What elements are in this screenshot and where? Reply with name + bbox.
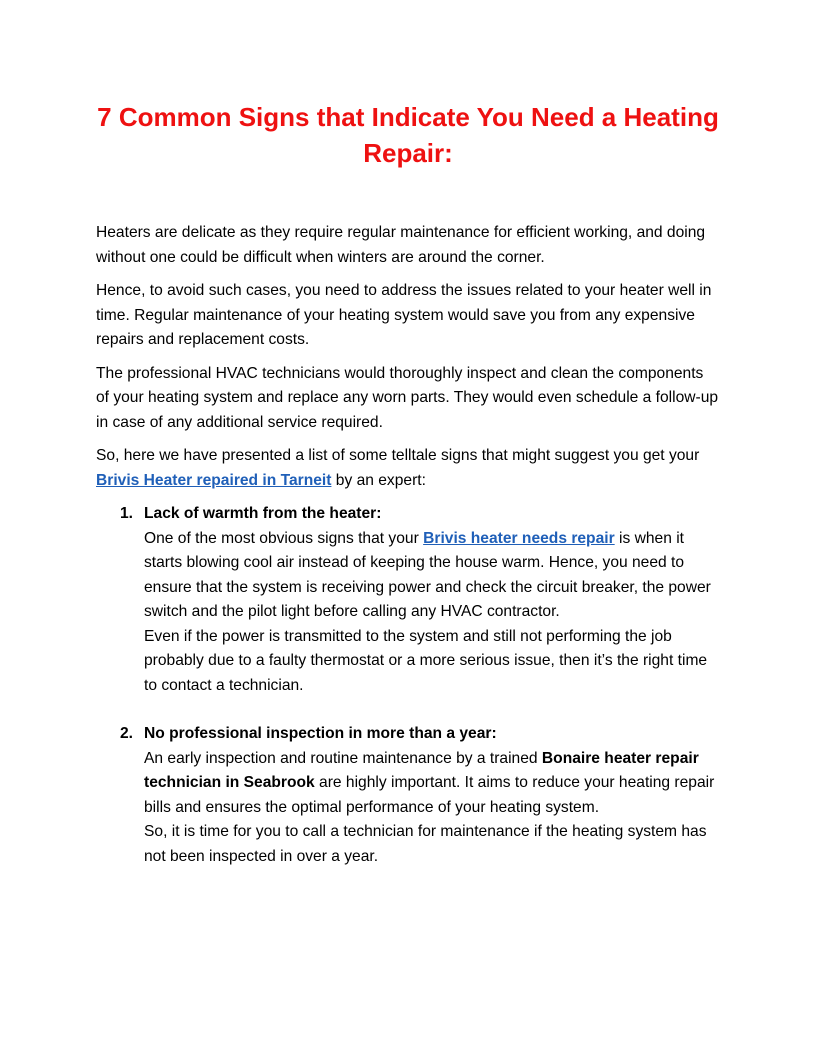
list-item-text: One of the most obvious signs that your: [144, 529, 424, 547]
list-intro-text: So, here we have presented a list of some telltale signs that might suggest you get your: [96, 447, 700, 464]
list-item: [96, 502, 720, 698]
list-intro-text-end: by an expert:: [331, 471, 426, 489]
intro-paragraph: Heaters are delicate as they require regular maintenance for efficient working, and doing without one could be difficult when winters are around the corner.: [96, 224, 706, 266]
list-item-extra: So, it is time for you to call a technician for maintenance if the heating system has not been inspected in over a year.: [144, 823, 707, 865]
list-item-number: 1.: [120, 505, 134, 522]
maintenance-paragraph: Hence, to avoid such cases, you need to address the issues related to your heater well in time. Regular maintenance of your heating system would save you from any expensive repairs and replacement costs.: [96, 282, 712, 348]
signs-list: [96, 502, 720, 869]
page-title: 7 Common Signs that Indicate You Need a Heating Repair:: [97, 102, 719, 168]
list-item-text-cont: are highly important. It aims to reduce your heating repair bills and ensures the optimal performance of your heating system.: [144, 774, 715, 816]
list-intro-paragraph: [96, 444, 720, 493]
list-item-text: An early inspection and routine maintenance by a trained: [144, 749, 542, 767]
list-item-number: 2.: [120, 725, 134, 742]
list-item-extra: Even if the power is transmitted to the system and still not performing the job probably due to a faulty thermostat or a more serious issue, then it’s the right time to contact a technician.: [144, 627, 708, 694]
bonaire-technician-bold: Bonaire heater repair technician in Seabrook: [144, 749, 699, 791]
list-item-text-cont: is when it starts blowing cool air instead of keeping the house warm. Hence, you need to ensure that the system is receiving power and check the circuit breaker, the power switch and the pilot light before calling any HVAC contractor.: [144, 529, 711, 620]
brivis-tarneit-link[interactable]: Brivis Heater repaired in Tarneit: [96, 471, 332, 489]
document-page: [96, 96, 720, 893]
list-item-body: [144, 527, 720, 625]
list-item: [96, 722, 720, 869]
list-item-heading: No professional inspection in more than a year:: [144, 725, 497, 742]
list-item-heading: Lack of warmth from the heater:: [144, 505, 382, 522]
list-item-body: [144, 747, 720, 821]
technicians-paragraph: The professional HVAC technicians would thoroughly inspect and clean the components of your heating system and replace any worn parts. They would even schedule a follow-up in case of any additional service required.: [96, 364, 719, 431]
brivis-repair-link[interactable]: Brivis heater needs repair: [423, 529, 615, 547]
